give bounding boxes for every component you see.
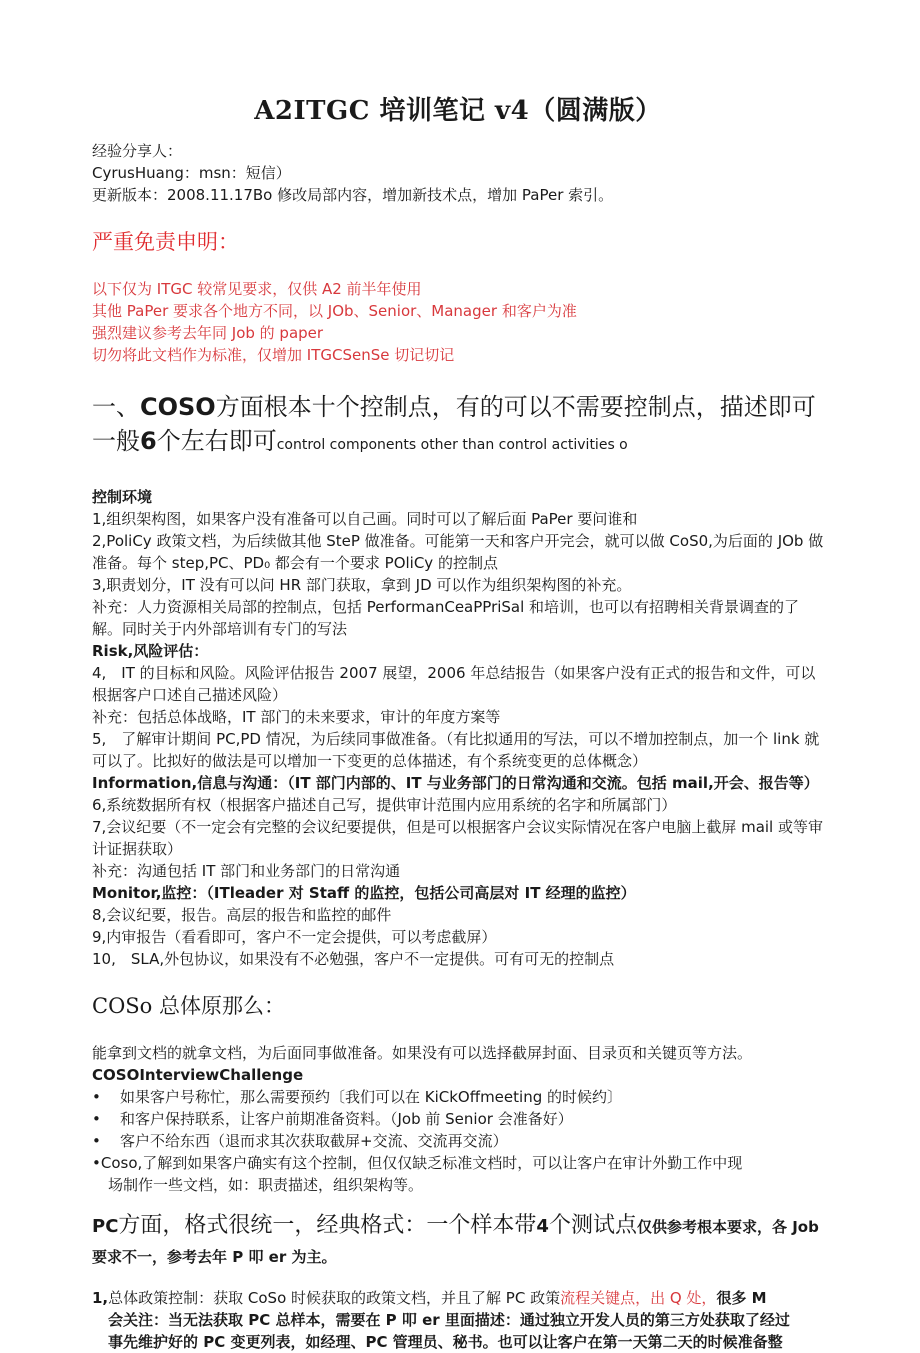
body-paragraph: 2,PoliCy 政策文档，为后续做其他 SteP 做准备。可能第一天和客户开完会，就可以做 CoS0,为后面的 JOb 做准备。每个 step,PC、PD₀ 都会有一个要求 POliCy 的控制点	[92, 532, 824, 572]
pc-heading-note: 仅供参考根本要求，各 Job 要求不一，参考去年 P 叩 er 为主。	[92, 1218, 819, 1266]
bullet-text: 如果客户号称忙，那么需要预约〔我们可以在 KiCkOffmeeting 的时候约〕	[120, 1088, 622, 1106]
disclaimer-line: 切勿将此文档作为标准，仅增加 ITGCSenSe 切记切记	[92, 346, 455, 364]
body-paragraph: 8,会议纪要，报告。高层的报告和监控的邮件	[92, 906, 392, 924]
pc-heading-number: 4	[536, 1216, 549, 1237]
section-text-2: 个左右即可	[156, 427, 277, 455]
section-heading-coso	[92, 390, 824, 462]
bullet-text: 和客户保持联系，让客户前期准备资料。（Job 前 Senior 会准备好）	[120, 1110, 573, 1128]
body-paragraph: 3,职责划分，IT 没有可以问 HR 部门获取，拿到 JD 可以作为组织架构图的补充。	[92, 576, 632, 594]
body-paragraph: Information,信息与沟通：（IT 部门内部的、IT 与业务部门的日常沟通和交流。包括 mail,开会、报告等）	[92, 774, 819, 792]
coso-note-tail: 场制作一些文档，如：职责描述，组织架构等。	[108, 1176, 424, 1194]
section-text: 方面根本十个控制点，有的可以不需要控制点，描述即可一般	[92, 393, 816, 455]
bullet-icon: •	[92, 1088, 101, 1106]
pc1-line-3: 事先维护好的 PC 变更列表，如经理、PC 管理员、秘书。也可以让客户在第一天第二天的时候准备整	[108, 1333, 783, 1351]
pc-section-heading	[92, 1211, 824, 1272]
body-paragraph: 补充：沟通包括 IT 部门和业务部门的日常沟通	[92, 862, 401, 880]
body-paragraph: 补充：人力资源相关局部的控制点，包括 PerformanCeaPPriSal 和培训，也可以有招聘相关背景调查的了解。同时关于内外部培训有专门的写法	[92, 598, 800, 638]
body-paragraph: 10, SLA,外包协议，如果没有不必勉强，客户不一定提供。可有可无的控制点	[92, 950, 615, 968]
pc1-text: 总体政策控制：获取 CoSo 时候获取的政策文档，并且了解 PC 政策	[108, 1289, 561, 1307]
body-paragraph: 5, 了解审计期间 PC,PD 情况，为后续同事做准备。（有比拟通用的写法，可以不增加控制点，加一个 link 就可以了。比拟好的做法是可以增加一下变更的总体描述，有个系统变更的总体概念）	[92, 730, 820, 770]
body-paragraph: 7,会议纪要（不一定会有完整的会议纪要提供，但是可以根据客户会议实际情况在客户电脑上截屏 mail 或等审计证据获取）	[92, 818, 823, 858]
body-paragraph: 6,系统数据所有权（根据客户描述自己写，提供审计范围内应用系统的名字和所属部门）	[92, 796, 677, 814]
challenge-bullet	[92, 1130, 824, 1152]
section-number: 6	[140, 427, 157, 455]
update-line: 更新版本：2008.11.17Bo 修改局部内容，增加新技术点，增加 PaPer 索引。	[92, 186, 614, 204]
coso-overall-text: 能拿到文档的就拿文档，为后面同事做准备。如果没有可以选择截屏封面、目录页和关键页等方法。	[92, 1044, 753, 1062]
coso-overall-heading: COSo 总体原那么：	[92, 994, 285, 1018]
body-paragraph: 4, IT 的目标和风险。风险评估报告 2007 展望，2006 年总结报告（如果客户没有正式的报告和文件，可以根据客户口述自己描述风险）	[92, 664, 816, 704]
pc1-red-text: 流程关键点，出 Q 处，	[560, 1289, 717, 1307]
bullet-text: 客户不给东西（退而求其次获取截屏+交流、交流再交流）	[120, 1132, 508, 1150]
section-small-note: control components other than control activities o	[276, 437, 628, 453]
pc1-line-1	[92, 1287, 824, 1309]
coso-body	[92, 486, 824, 970]
body-paragraph: Risk,风险评估：	[92, 642, 209, 660]
pc1-tail: 很多 M	[716, 1289, 767, 1307]
coso-note-head: •Coso,了解到如果客户确实有这个控制，但仅仅缺乏标准文档时，可以让客户在审计外勤工作中现	[92, 1154, 743, 1172]
pc-heading-text: 方面，格式很统一，经典格式：一个样本带	[118, 1213, 537, 1238]
document-title: A2ITGC 培训笔记 v4（圆满版）	[254, 96, 662, 126]
challenge-bullet	[92, 1086, 824, 1108]
challenge-bullet	[92, 1108, 824, 1130]
disclaimer-line: 以下仅为 ITGC 较常见要求，仅供 A2 前半年使用	[92, 280, 422, 298]
disclaimer-line: 强烈建议参考去年同 Job 的 paper	[92, 324, 324, 342]
challenge-heading: COSOInterviewChallenge	[92, 1066, 304, 1084]
contact-line: CyrusHuang：msn：短信）	[92, 164, 291, 182]
body-paragraph: 控制环境	[92, 488, 153, 506]
body-paragraph: 补充：包括总体战略，IT 部门的未来要求，审计的年度方案等	[92, 708, 501, 726]
pc1-lead: 1,	[92, 1289, 109, 1307]
pc-heading-text-2: 个测试点	[548, 1213, 637, 1238]
sharer-label: 经验分享人：	[92, 142, 183, 160]
bullet-icon: •	[92, 1110, 101, 1128]
section-coso-bold: COSO	[140, 393, 216, 421]
bullet-icon: •	[92, 1132, 101, 1150]
pc-label: PC	[92, 1216, 119, 1237]
body-paragraph: 1,组织架构图，如果客户没有准备可以自己画。同时可以了解后面 PaPer 要问谁和	[92, 510, 638, 528]
body-paragraph: Monitor,监控：（ITleader 对 Staff 的监控，包括公司高层对 IT 经理的监控）	[92, 884, 636, 902]
section-prefix: 一、	[92, 393, 140, 421]
pc1-line-2: 会关注：当无法获取 PC 总样本，需要在 P 叩 er 里面描述：通过独立开发人员的第三方处获取了经过	[108, 1311, 790, 1329]
body-paragraph: 9,内审报告（看看即可，客户不一定会提供，可以考虑截屏）	[92, 928, 497, 946]
disclaimer-line: 其他 PaPer 要求各个地方不同，以 JOb、Senior、Manager 和客户为准	[92, 302, 577, 320]
disclaimer-heading: 严重免责申明：	[92, 230, 239, 254]
